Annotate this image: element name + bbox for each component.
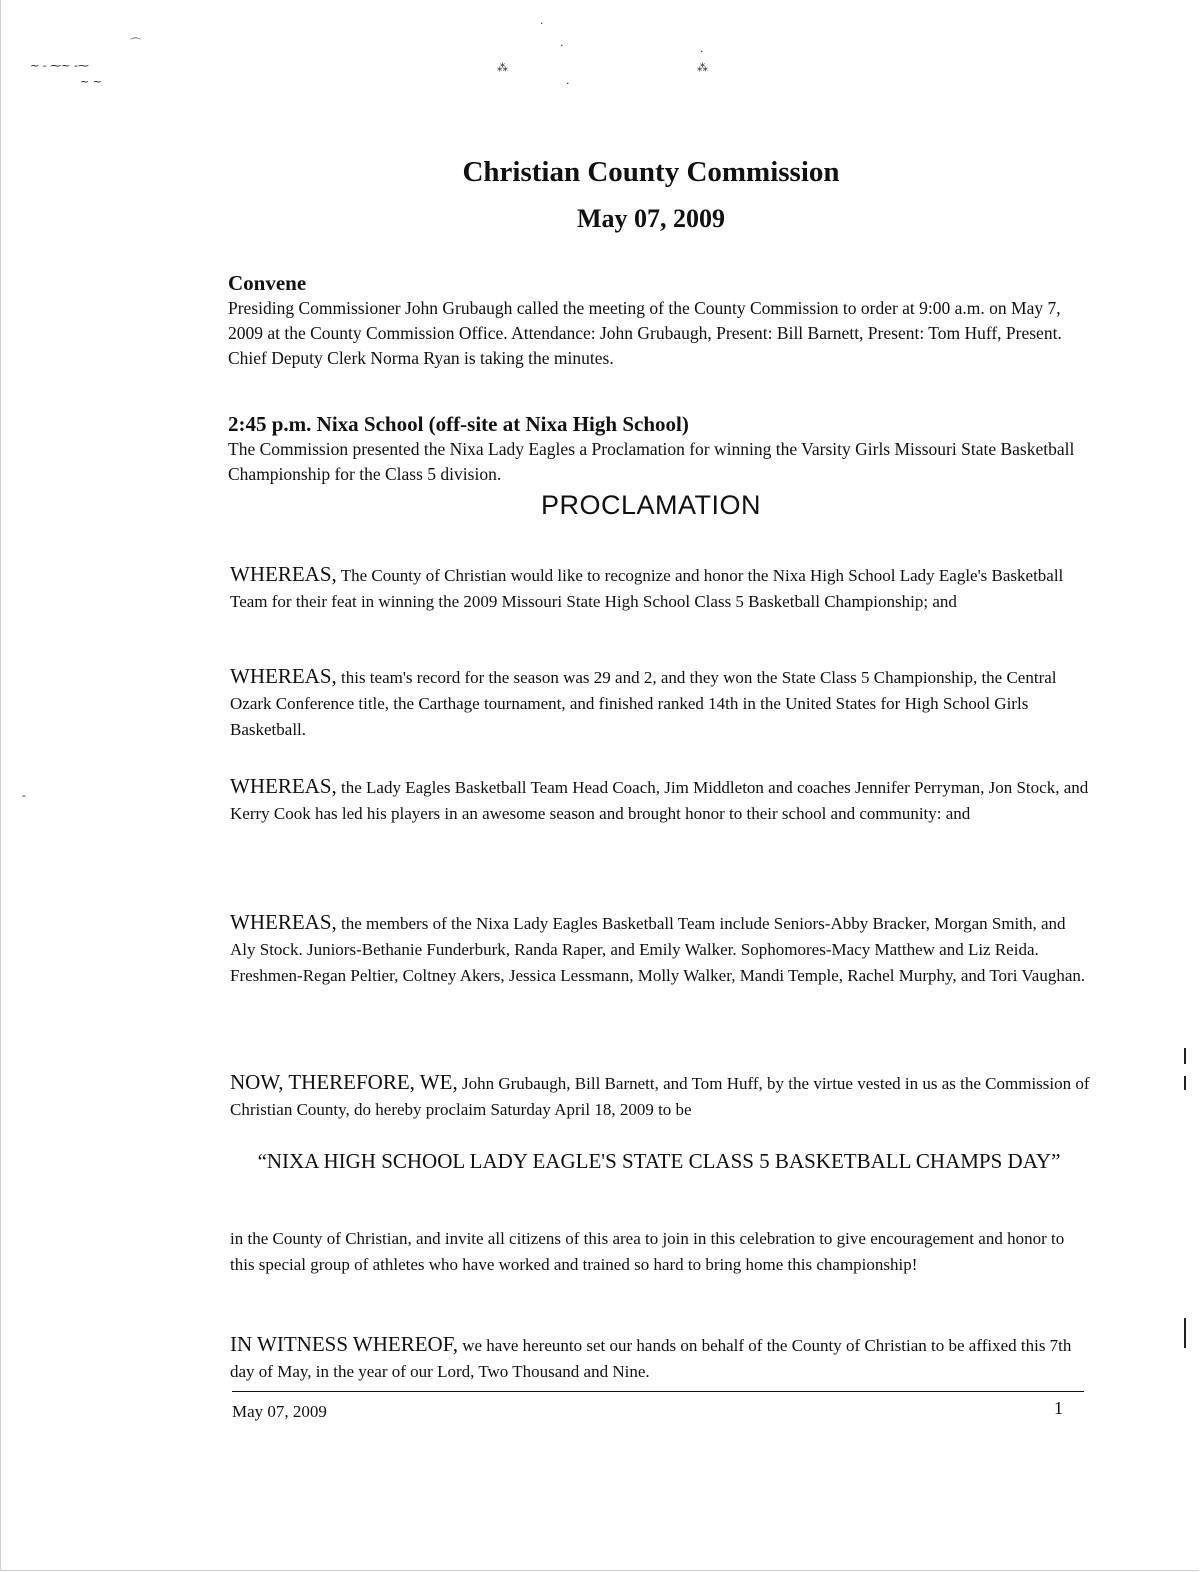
whereas-paragraph	[230, 561, 1090, 615]
therefore-paragraph	[230, 1069, 1090, 1123]
scan-speck: ~ ~	[80, 75, 102, 88]
footer-date: May 07, 2009	[232, 1402, 327, 1421]
invite-paragraph	[230, 1226, 1090, 1278]
convene-text: Presiding Commissioner John Grubaugh called the meeting of the County Commission to order at 9:00 a.m. on May 7, 2009 at the County Commission Office. Attendance: John Grubaugh, Present: Bill Barnett, Present: Tom Huff, Present. Chief Deputy Clerk Norma Ryan is taking the minutes.	[228, 298, 1062, 368]
convene-heading: Convene	[228, 271, 307, 295]
scan-speck: ⁂	[697, 61, 708, 74]
proclamation-heading: PROCLAMATION	[540, 490, 762, 520]
document-date: May 07, 2009	[576, 204, 726, 233]
scan-speck: ·	[560, 39, 564, 52]
scan-speck: ~ - ⁓~ -⁓	[30, 59, 89, 72]
nixa-section	[228, 411, 1088, 487]
paragraph-lead: WHEREAS,	[230, 774, 337, 798]
paragraph-text: this team's record for the season was 29 and 2, and they won the State Class 5 Championship, the Central Ozark Conference title, the Carthage tournament, and finished ranked 14th in the United States for High School Girls Basketball.	[230, 668, 1057, 739]
paragraph-lead: IN WITNESS WHEREOF,	[230, 1332, 458, 1356]
whereas-paragraph	[230, 909, 1090, 989]
nixa-heading: 2:45 p.m. Nixa School (off-site at Nixa High School)	[228, 412, 689, 436]
scan-speck: ·	[566, 77, 570, 90]
paragraph-text: The County of Christian would like to recognize and honor the Nixa High School Lady Eagle's Basketball Team for their feat in winning the 2009 Missouri State High School Class 5 Basketball Championship; and	[230, 566, 1064, 611]
scan-edge-mark	[1184, 1076, 1186, 1090]
footer-rule	[232, 1391, 1084, 1392]
page-number: 1	[1054, 1398, 1063, 1418]
paragraph-text: John Grubaugh, Bill Barnett, and Tom Huff, by the virtue vested in us as the Commission of Christian County, do hereby proclaim Saturday April 18, 2009 to be	[230, 1074, 1090, 1119]
nixa-text: The Commission presented the Nixa Lady Eagles a Proclamation for winning the Varsity Girls Missouri State Basketball Championship for the Class 5 division.	[228, 439, 1075, 484]
scan-speck: ⁂	[497, 61, 508, 74]
scan-speck: ⌒	[130, 37, 141, 50]
paragraph-lead: WHEREAS,	[230, 910, 337, 934]
scan-edge-mark	[1184, 1318, 1186, 1348]
paragraph-text: in the County of Christian, and invite all citizens of this area to join in this celebration to give encouragement and honor to this special group of athletes who have worked and trained so hard to bring home this championship!	[230, 1229, 1065, 1274]
paragraph-text: the Lady Eagles Basketball Team Head Coach, Jim Middleton and coaches Jennifer Perryman, Jon Stock, and Kerry Cook has led his players in an awesome season and brought honor to their school and community: and	[230, 778, 1089, 823]
scan-speck: ·	[700, 45, 704, 58]
paragraph-lead: NOW, THEREFORE, WE,	[230, 1070, 458, 1094]
whereas-paragraph	[230, 663, 1090, 743]
paragraph-text: the members of the Nixa Lady Eagles Basketball Team include Seniors-Abby Bracker, Morgan Smith, and Aly Stock. Juniors-Bethanie Funderburk, Randa Raper, and Emily Walker. Sophomores-Macy Matthew and Liz Reida. Freshmen-Regan Peltier, Coltney Akers, Jessica Lessmann, Molly Walker, Mandi Temple, Rachel Murphy, and Tori Vaughan.	[230, 914, 1086, 985]
witness-paragraph	[230, 1331, 1090, 1385]
document-title: Christian County Commission	[462, 156, 840, 188]
paragraph-lead: WHEREAS,	[230, 664, 337, 688]
whereas-paragraph	[230, 773, 1090, 827]
paragraph-text: we have hereunto set our hands on behalf of the County of Christian to be affixed this 7th day of May, in the year of our Lord, Two Thousand and Nine.	[230, 1336, 1072, 1381]
scan-speck: ·	[540, 17, 544, 30]
paragraph-lead: WHEREAS,	[230, 562, 337, 586]
convene-section	[228, 270, 1088, 371]
champs-day-title: “NIXA HIGH SCHOOL LADY EAGLE'S STATE CLASS 5 BASKETBALL CHAMPS DAY”	[257, 1149, 1061, 1173]
scan-edge-mark	[1184, 1048, 1186, 1064]
scan-speck: -	[22, 789, 26, 802]
